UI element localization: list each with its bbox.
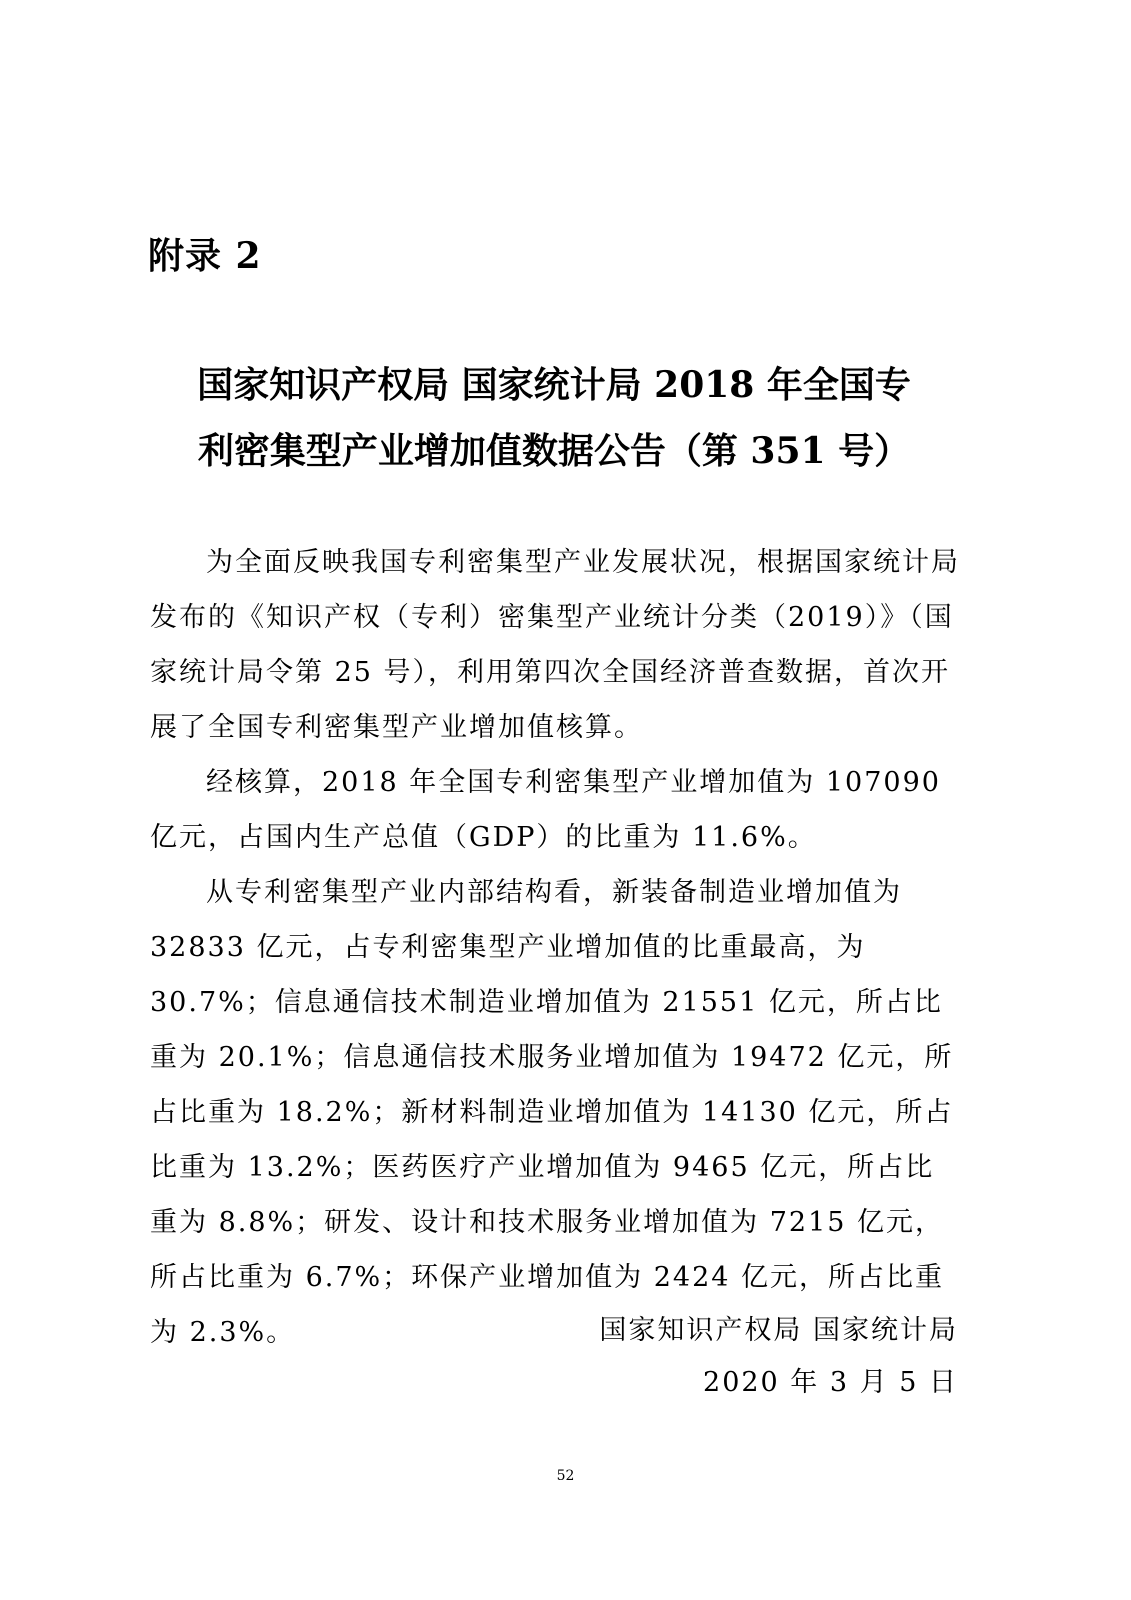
document-title-line-2: 利密集型产业增加值数据公告（第 351 号） [197,430,911,472]
signature-date: 2020 年 3 月 5 日 [703,1367,958,1398]
appendix-label: 附录 2 [148,235,262,277]
document-title-line-1: 国家知识产权局 国家统计局 2018 年全国专 [197,364,911,406]
signature-block [599,1305,958,1409]
document-body [150,535,960,1360]
paragraph-intro: 为全面反映我国专利密集型产业发展状况，根据国家统计局发布的《知识产权（专利）密集型产业统计分类（2019）》（国家统计局令第 25 号），利用第四次全国经济普查数据，首次开展了全国专利密集型产业增加值核算。 [150,547,960,743]
signature-issuers: 国家知识产权局 国家统计局 [599,1315,958,1346]
page-number: 52 [556,1468,575,1484]
paragraph-structure: 从专利密集型产业内部结构看，新装备制造业增加值为 32833 亿元，占专利密集型产业增加值的比重最高，为 30.7%；信息通信技术制造业增加值为 21551 亿元，所占比重为 20.1%；信息通信技术服务业增加值为 19472 亿元，所占比重为 18.2%；新材料制造业增加值为 14130 亿元，所占比重为 13.2%；医药医疗产业增加值为 9465 亿元，所占比重为 8.8%；研发、设计和技术服务业增加值为 7215 亿元，所占比重为 6.7%；环保产业增加值为 2424 亿元，所占比重为 2.3%。 [150,877,954,1348]
document-title [148,352,960,484]
paragraph-total-value: 经核算，2018 年全国专利密集型产业增加值为 107090 亿元，占国内生产总值（GDP）的比重为 11.6%。 [150,767,941,853]
